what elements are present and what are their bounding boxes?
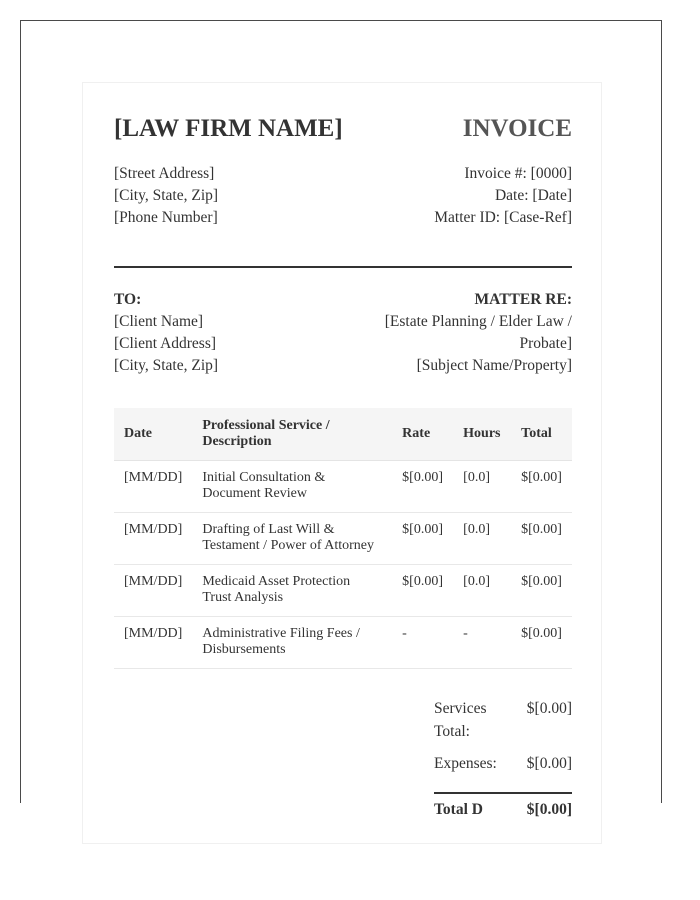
firm-address	[114, 163, 218, 229]
cell-date: [MM/DD]	[114, 513, 192, 565]
cell-hours: [0.0]	[453, 565, 511, 617]
services-table	[114, 408, 572, 669]
cell-hours: -	[453, 617, 511, 669]
table-row	[114, 461, 572, 513]
firm-phone: [Phone Number]	[114, 209, 218, 226]
client-address: [Client Address]	[114, 335, 217, 352]
cell-hours: [0.0]	[453, 513, 511, 565]
client-city: [City, State, Zip]	[114, 357, 219, 374]
bill-to-label: TO:	[114, 291, 142, 308]
grand-total-row	[434, 798, 572, 828]
cell-rate: $[0.00]	[392, 461, 453, 513]
header-total: Total	[511, 408, 572, 461]
grand-total-label: Total D	[434, 801, 483, 818]
totals-divider	[434, 792, 572, 794]
invoice-number: Invoice #: [0000]	[464, 165, 572, 182]
header-date: Date	[114, 408, 192, 461]
cell-description: Administrative Filing Fees / Disbursements	[192, 617, 392, 669]
page-frame	[20, 20, 662, 818]
invoice-sheet	[82, 82, 602, 844]
cell-description: Drafting of Last Will & Testament / Power of Attorney	[192, 513, 392, 565]
cell-total: $[0.00]	[511, 513, 572, 565]
cell-total: $[0.00]	[511, 565, 572, 617]
cell-date: [MM/DD]	[114, 617, 192, 669]
expenses-value: $[0.00]	[526, 755, 572, 772]
matter-type: [Estate Planning / Elder Law / Probate]	[384, 313, 572, 352]
table-header-row	[114, 408, 572, 461]
matter-re-label: MATTER RE:	[474, 291, 572, 308]
bill-to	[114, 289, 218, 377]
client-name: [Client Name]	[114, 313, 204, 330]
services-total-row	[434, 697, 572, 752]
invoice-title: INVOICE	[462, 115, 572, 142]
header-divider	[114, 266, 572, 268]
invoice-meta	[434, 163, 572, 229]
services-total-value: $[0.00]	[526, 700, 572, 717]
table-row	[114, 617, 572, 669]
services-total-label: Services Total:	[434, 700, 487, 740]
cell-hours: [0.0]	[453, 461, 511, 513]
cell-description: Medicaid Asset Protection Trust Analysis	[192, 565, 392, 617]
cell-total: $[0.00]	[511, 461, 572, 513]
expenses-label: Expenses:	[434, 755, 497, 772]
cell-date: [MM/DD]	[114, 461, 192, 513]
cell-rate: $[0.00]	[392, 513, 453, 565]
firm-name: [LAW FIRM NAME]	[114, 115, 343, 142]
firm-street: [Street Address]	[114, 165, 215, 182]
header-hours: Hours	[453, 408, 511, 461]
cell-rate: -	[392, 617, 453, 669]
totals-block	[434, 697, 572, 828]
table-row	[114, 513, 572, 565]
cell-total: $[0.00]	[511, 617, 572, 669]
matter-subject: [Subject Name/Property]	[416, 357, 572, 374]
cell-date: [MM/DD]	[114, 565, 192, 617]
cell-rate: $[0.00]	[392, 565, 453, 617]
matter-re	[352, 289, 572, 377]
header-description: Professional Service / Description	[192, 408, 392, 461]
cell-description: Initial Consultation & Document Review	[192, 461, 392, 513]
matter-id: Matter ID: [Case-Ref]	[434, 209, 572, 226]
firm-city: [City, State, Zip]	[114, 187, 219, 204]
table-row	[114, 565, 572, 617]
invoice-date: Date: [Date]	[494, 187, 572, 204]
header-rate: Rate	[392, 408, 453, 461]
expenses-row	[434, 752, 572, 792]
grand-total-value: $[0.00]	[526, 801, 572, 818]
